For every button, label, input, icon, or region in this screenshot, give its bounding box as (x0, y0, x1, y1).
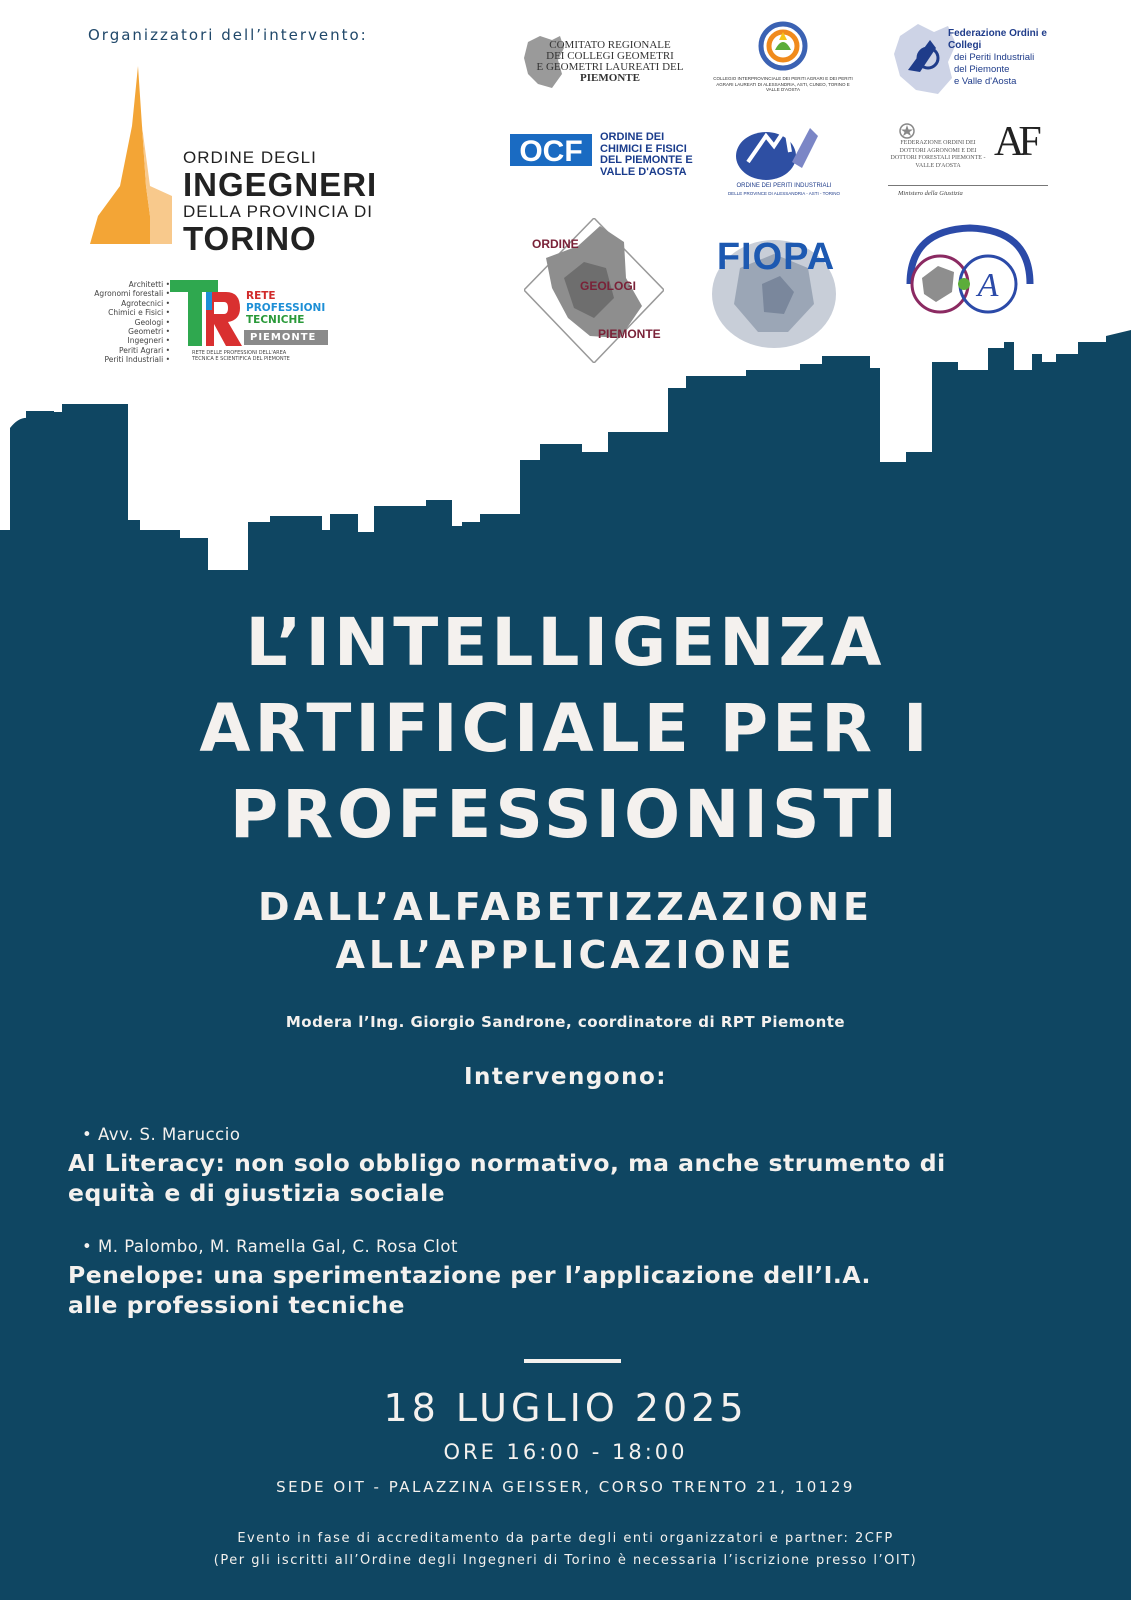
forestali-divider (888, 185, 1048, 186)
ocf-logo-mark (510, 134, 592, 166)
ocf-line-1: ORDINE DEI (600, 131, 665, 143)
comitato-line-3: E GEOMETRI LAUREATI DEL (536, 61, 684, 73)
geologi-line-2: GEOLOGI (580, 279, 637, 293)
periti-line-2: DELLE PROVINCE DI ALESSANDRIA - ASTI - TORINO (727, 191, 841, 196)
ocf-line-3: DEL PIEMONTE E (600, 154, 693, 166)
federazione-title: Federazione Ordini e Collegi (948, 28, 1047, 51)
agrotecnici-logo (900, 222, 1038, 322)
periti-industriali-emblem (730, 122, 826, 184)
rpt-profession: Agrotecnici • (92, 299, 170, 308)
talk-title-line: AI Literacy: non solo obbligo normativo, ma anche strumento di (68, 1149, 946, 1177)
federazione-line-1: dei Periti Industriali (954, 52, 1035, 63)
rpt-profession: Periti Agrari • (92, 346, 170, 355)
talk-title (68, 1260, 1068, 1320)
accreditation-note-line: (Per gli iscritti all’Ordine degli Ingegneri di Torino è necessaria l’iscrizione presso l’OIT) (213, 1553, 918, 1568)
comitato-line-2: DEI COLLEGI GEOMETRI (546, 50, 674, 62)
comitato-geometri-logo (530, 40, 690, 84)
periti-line-1: ORDINE DEI PERITI INDUSTRIALI (736, 183, 832, 189)
comitato-line-1: COMITATO REGIONALE (549, 39, 671, 51)
organizers-label: Organizzatori dell’intervento: (88, 26, 368, 44)
talk-title-line: equità e di giustizia sociale (68, 1179, 446, 1207)
accreditation-note (0, 1528, 1131, 1572)
rpt-profession: Periti Industriali • (92, 355, 170, 364)
ocf-line-2: CHIMICI E FISICI (600, 142, 687, 155)
rpt-profession: Ingegneri • (92, 336, 170, 345)
talk-title-line: alle professioni tecniche (68, 1291, 405, 1319)
event-title-line: PROFESSIONISTI (229, 776, 902, 853)
speakers-heading: Intervengono: (464, 1064, 667, 1090)
rpt-tr-logo-mark (170, 280, 242, 346)
periti-industriali-text (706, 183, 862, 197)
rpt-profession: Geologi • (92, 318, 170, 327)
rpt-profession: Agronomi forestali • (92, 289, 170, 298)
moderator-text: Modera l’Ing. Giorgio Sandrone, coordinatore di RPT Piemonte (285, 1013, 846, 1031)
oit-line-1: ORDINE DEGLI (183, 148, 317, 167)
event-subtitle-line: ALL’APPLICAZIONE (335, 933, 796, 977)
rpt-professions-list (92, 280, 170, 365)
event-time: ORE 16:00 - 18:00 (443, 1440, 688, 1464)
event-title (0, 600, 1131, 858)
event-title-line: ARTIFICIALE PER I (199, 690, 932, 767)
forestali-logo-text: FEDERAZIONE ORDINI DEI DOTTORI AGRONOMI E DEI DOTTORI FORESTALI PIEMONTE - VALLE D'AOSTA (890, 140, 986, 169)
rpt-region-banner: PIEMONTE (244, 330, 328, 345)
rpt-logo-words (246, 290, 325, 326)
collegio-periti-agrari-emblem (753, 20, 813, 76)
oit-line-4: TORINO (183, 220, 317, 257)
talk-title-line: Penelope: una sperimentazione per l’applicazione dell’I.A. (68, 1261, 871, 1289)
rpt-profession: Architetti • (92, 280, 170, 289)
event-subtitle (0, 883, 1131, 979)
federazione-line-2: del Piemonte (954, 64, 1010, 75)
forestali-ministry: Ministero della Giustizia (898, 190, 963, 197)
talk-speaker: • Avv. S. Maruccio (82, 1125, 240, 1144)
event-title-line: L’INTELLIGENZA (245, 604, 886, 681)
ocf-logo-text (600, 132, 693, 178)
federazione-line-3: e Valle d'Aosta (954, 76, 1017, 87)
oit-logo-text (183, 148, 377, 256)
ordine-geologi-logo (524, 218, 664, 363)
ocf-line-4: VALLE D'AOSTA (600, 165, 687, 178)
talk-speaker: • M. Palombo, M. Ramella Gal, C. Rosa Clot (82, 1237, 458, 1256)
section-divider (524, 1359, 621, 1363)
fiopa-logo-text: FIOPA (716, 236, 836, 278)
rpt-word-1: RETE (246, 290, 276, 302)
event-date: 18 LUGLIO 2025 (383, 1386, 748, 1430)
rpt-profession: Geometri • (92, 327, 170, 336)
oit-line-2: INGEGNERI (183, 166, 378, 203)
rpt-word-2: PROFESSIONI (246, 302, 326, 314)
federazione-periti-logo (948, 28, 1078, 88)
event-subtitle-line: DALL’ALFABETIZZAZIONE (258, 885, 873, 929)
oit-line-3: DELLA PROVINCIA DI (183, 202, 373, 221)
event-venue: SEDE OIT - PALAZZINA GEISSER, CORSO TRENTO 21, 10129 (276, 1478, 855, 1496)
rpt-subtitle: RETE DELLE PROFESSIONI DELL'AREA TECNICA E SCIENTIFICA DEL PIEMONTE (192, 350, 290, 362)
agrotecnici-mark: A (977, 267, 999, 304)
rpt-word-3: TECNICHE (246, 314, 305, 326)
italian-republic-emblem-icon (898, 122, 916, 140)
rpt-profession: Chimici e Fisici • (92, 308, 170, 317)
collegio-periti-agrari-text: COLLEGIO INTERPROVINCIALE DEI PERITI AGRARI E DEI PERITI AGRARI LAUREATI DI ALESSANDRIA, ASTI, CUNEO, TORINO E VALLE D'AOSTA (713, 76, 853, 92)
ocf-mark-text: OCF (519, 135, 583, 166)
comitato-line-4: PIEMONTE (580, 72, 640, 84)
talk-title (68, 1148, 1068, 1208)
geologi-line-1: ORDINE (532, 237, 579, 251)
geologi-line-3: PIEMONTE (598, 327, 661, 341)
forestali-af-mark: AF (994, 119, 1036, 165)
accreditation-note-line: Evento in fase di accreditamento da parte degli enti organizzatori e partner: 2CFP (237, 1531, 894, 1546)
